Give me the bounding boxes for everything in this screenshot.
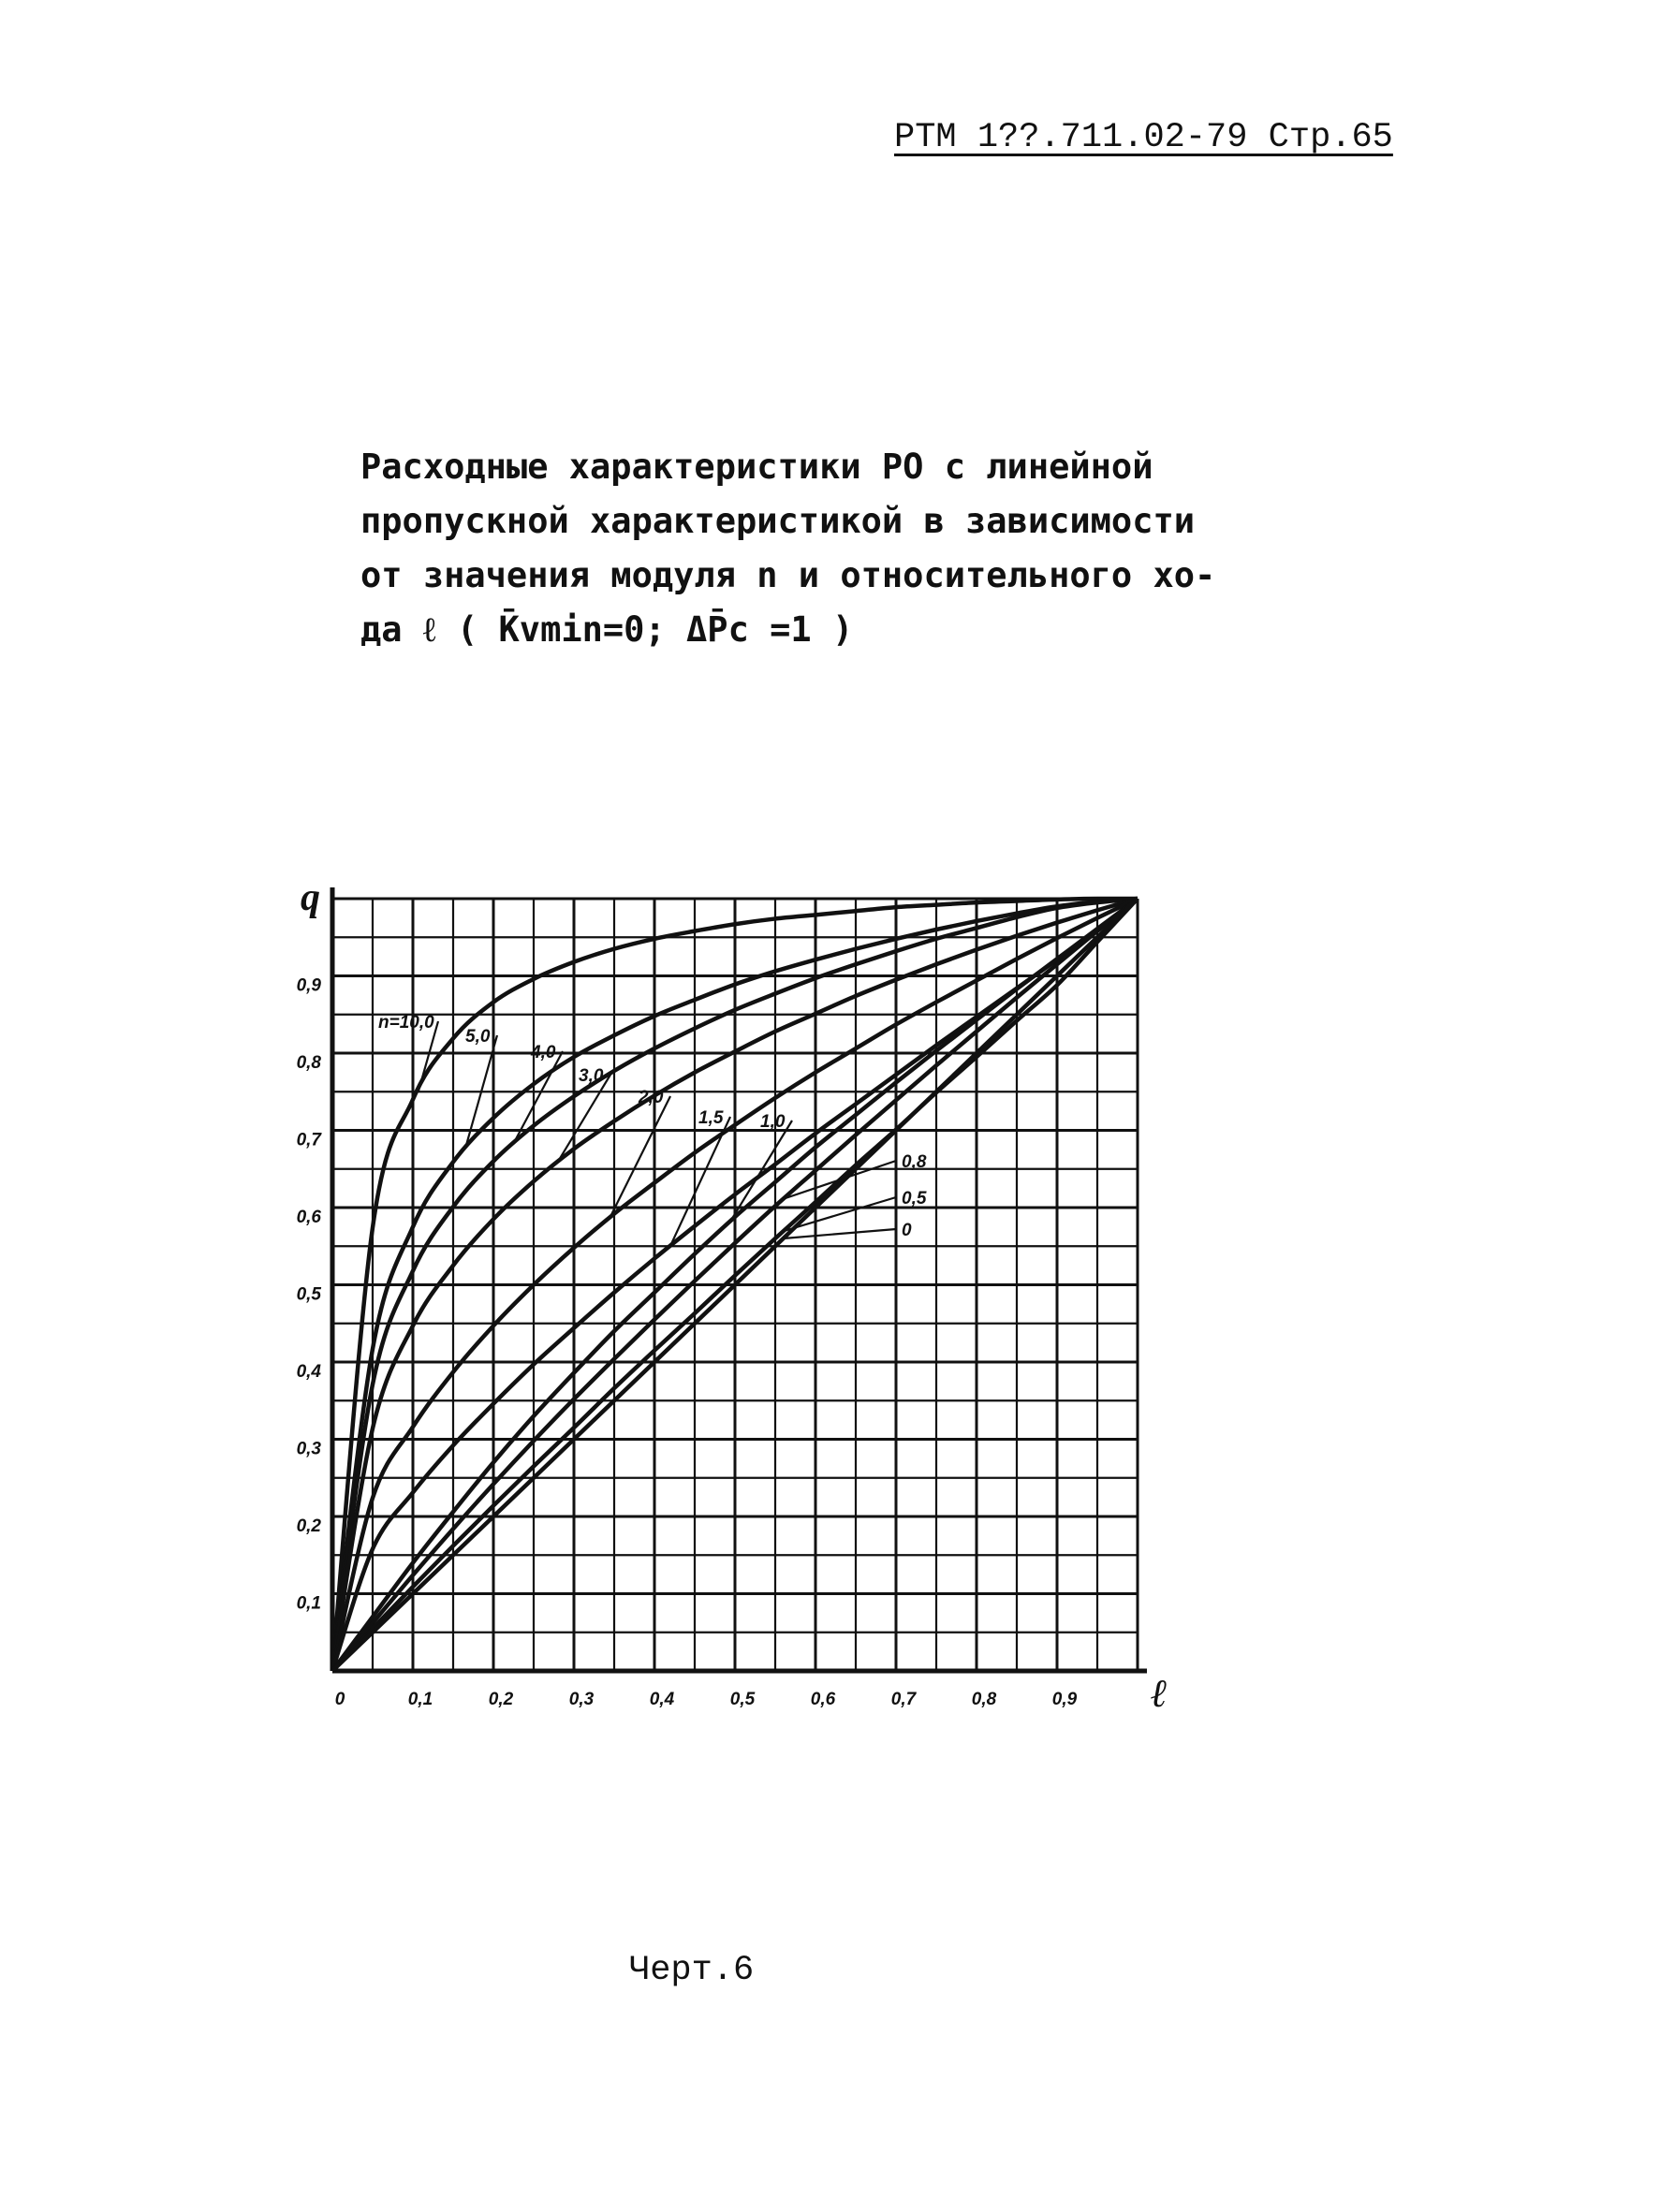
y-axis-label: q	[301, 876, 320, 919]
y-tick-label: 0,2	[296, 1516, 321, 1536]
series-label: 3,0	[579, 1066, 604, 1086]
x-tick-label: 0,6	[810, 1690, 836, 1709]
title-line: да ℓ ( K̄vmin=0; ΔP̄c =1 )	[360, 609, 854, 650]
y-tick-label: 0,6	[296, 1208, 321, 1227]
series-label: 0	[902, 1221, 912, 1240]
y-tick-label: 0,4	[296, 1362, 321, 1382]
series-label: 1,0	[760, 1112, 786, 1132]
series-label: n=10,0	[378, 1013, 434, 1033]
series-label-leader	[670, 1117, 730, 1246]
series-label-leader	[784, 1161, 896, 1199]
series-label-leader	[610, 1096, 670, 1217]
page-header: РТМ 1??.711.02-79 Стр.65	[894, 118, 1393, 157]
y-tick-label: 0,7	[296, 1130, 321, 1150]
series-label-leader	[731, 1121, 792, 1221]
series-label: 0,8	[902, 1152, 927, 1172]
y-tick-label: 0,5	[296, 1284, 321, 1305]
y-tick-label: 0,1	[296, 1593, 321, 1614]
x-tick-label: 0,2	[488, 1690, 514, 1709]
x-tick-label: 0,3	[568, 1690, 595, 1709]
x-tick-label: 0	[334, 1690, 345, 1709]
series-label-leader	[784, 1229, 896, 1238]
title-line: Расходные характеристики РО с линейной	[360, 447, 1153, 487]
series-label: 5,0	[465, 1027, 491, 1047]
series-label: 2,0	[639, 1088, 664, 1107]
series-label: 1,5	[698, 1108, 724, 1128]
title-line: от значения модуля n и относительного хо-	[360, 555, 1216, 595]
x-axis-label: ℓ	[1151, 1673, 1168, 1716]
x-tick-label: 0,7	[890, 1690, 917, 1709]
y-tick-label: 0,9	[296, 975, 321, 996]
x-tick-label: 0,4	[649, 1690, 675, 1709]
y-tick-label: 0,3	[296, 1439, 321, 1459]
series-label: 0,5	[902, 1189, 927, 1209]
x-tick-label: 0,8	[971, 1690, 997, 1709]
y-tick-label: 0,8	[296, 1053, 321, 1073]
x-tick-label: 0,5	[729, 1690, 756, 1709]
title-line: пропускной характеристикой в зависимости	[360, 501, 1196, 541]
figure-caption: Черт.6	[629, 1951, 755, 1990]
series-label: 4,0	[531, 1043, 556, 1062]
x-tick-label: 0,9	[1051, 1690, 1078, 1709]
x-tick-label: 0,1	[407, 1690, 433, 1709]
